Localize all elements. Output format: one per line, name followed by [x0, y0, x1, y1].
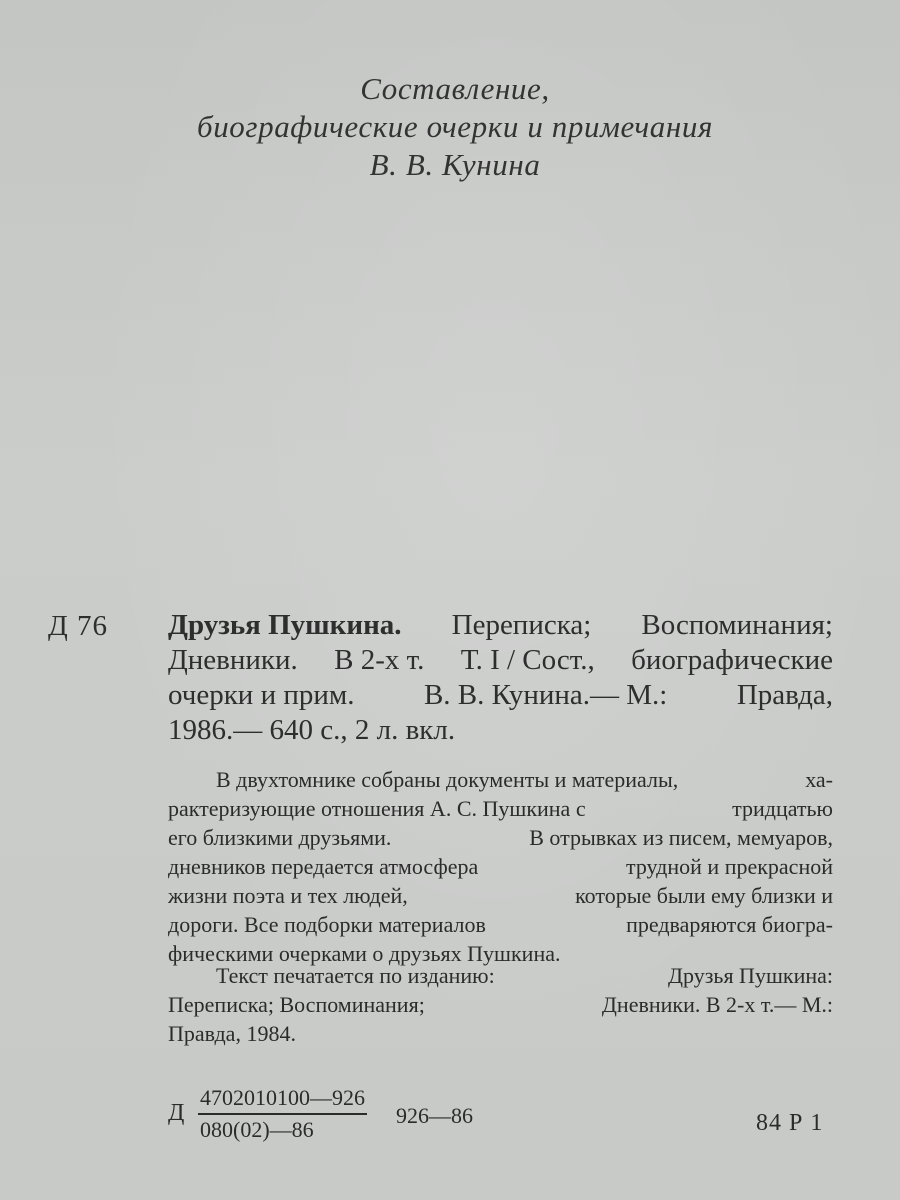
annotation-line: [168, 910, 833, 939]
annotation-text: ха-: [805, 767, 833, 792]
source-note-text: Текст печатается по изданию:: [216, 963, 495, 988]
annotation-line: [168, 823, 833, 852]
biblio-line-2: [168, 643, 833, 678]
source-note-line: [168, 1019, 833, 1048]
biblio-word: Дневники.: [168, 644, 298, 676]
annotation-text: тридцатью: [732, 796, 833, 821]
biblio-line-3: [168, 678, 833, 713]
source-note-line: [168, 961, 833, 990]
annotation-text: дороги. Все подборки материалов: [168, 912, 486, 937]
source-note-paragraph: [168, 961, 833, 1048]
index-numerator: 4702010100—926: [198, 1085, 367, 1115]
biblio-line-4: [168, 713, 833, 748]
annotation-text: его близкими друзьями.: [168, 825, 392, 850]
biblio-word: В 2-х т.: [334, 644, 425, 676]
biblio-line-1: [168, 608, 833, 643]
biblio-word: В. В. Кунина.— М.:: [423, 679, 668, 711]
biblio-word: биографические: [631, 644, 833, 676]
annotation-text: В двухтомнике собраны документы и материалы,: [216, 767, 679, 792]
source-note-text: Дневники. В 2-х т.— М.:: [601, 992, 833, 1017]
annotation-text: рактеризующие отношения А. С. Пушкина с: [168, 796, 586, 821]
biblio-word: 1986.— 640 с., 2 л. вкл.: [168, 714, 456, 746]
biblio-word: Т. I / Сост.,: [460, 644, 595, 676]
annotation-paragraph: [168, 765, 833, 968]
annotation-line: [168, 765, 833, 794]
annotation-line: [168, 852, 833, 881]
biblio-word: очерки и прим.: [168, 679, 355, 711]
annotation-text: предваряются биогра-: [626, 912, 833, 937]
compiler-line-1: Составление,: [360, 71, 550, 106]
source-note-text: Правда, 1984.: [168, 1021, 296, 1046]
compiler-line-3: В. В. Кунина: [369, 147, 541, 182]
bbk-code: 84 Р 1: [756, 1110, 824, 1136]
index-tail: 926—86: [396, 1103, 473, 1128]
biblio-word: Переписка;: [451, 609, 592, 641]
compiler-credit: [120, 70, 790, 184]
index-denominator: 080(02)—86: [200, 1117, 314, 1142]
bibliographic-entry: [168, 608, 833, 748]
catalog-code: Д 76: [48, 610, 109, 642]
biblio-word: Воспоминания;: [641, 609, 833, 641]
annotation-text: жизни поэта и тех людей,: [168, 883, 408, 908]
annotation-text: трудной и прекрасной: [625, 854, 833, 879]
source-note-text: Друзья Пушкина:: [668, 963, 833, 988]
annotation-text: которые были ему близки и: [575, 883, 833, 908]
annotation-line: [168, 794, 833, 823]
annotation-line: [168, 881, 833, 910]
source-note-line: [168, 990, 833, 1019]
biblio-word: Правда,: [736, 679, 833, 711]
annotation-text: дневников передается атмосфера: [168, 854, 479, 879]
compiler-line-2: биографические очерки и примечания: [197, 109, 713, 144]
annotation-text: фическими очерками о друзьях Пушкина.: [168, 941, 561, 966]
index-letter: Д: [168, 1100, 185, 1126]
index-fraction: [198, 1085, 367, 1143]
annotation-text: В отрывках из писем, мемуаров,: [529, 825, 833, 850]
source-note-text: Переписка; Воспоминания;: [168, 992, 425, 1017]
book-title: Друзья Пушкина.: [168, 609, 402, 641]
